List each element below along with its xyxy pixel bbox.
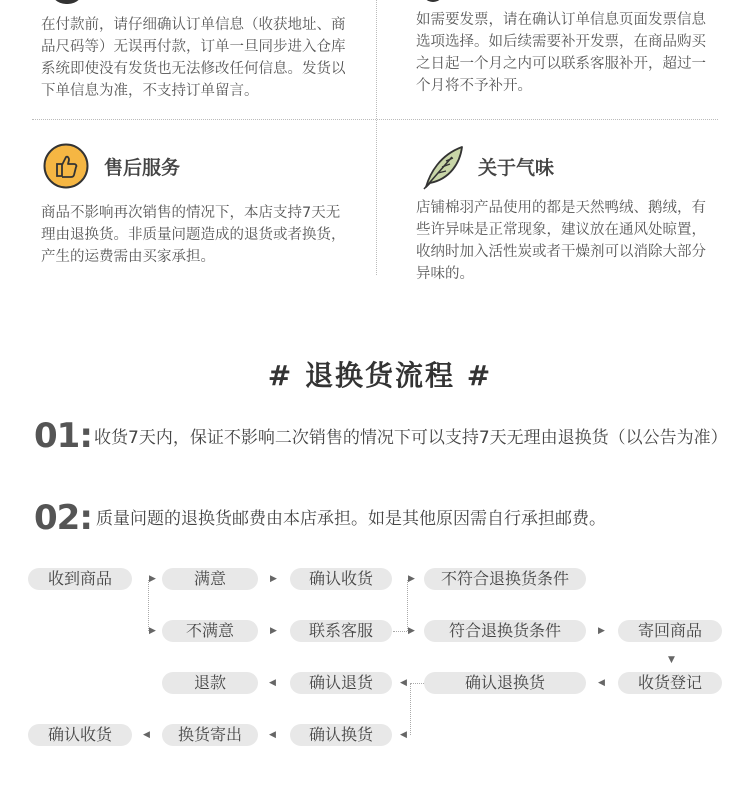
pill-confirm-exchange: 确认换货 <box>290 724 392 746</box>
arrow-right-icon: ▶ <box>408 626 415 636</box>
step1-text: 收货7天内，保证不影响二次销售的情况下可以支持7天无理由退换货（以公告为准） <box>94 428 728 448</box>
odor-title: 关于气味 <box>478 157 555 179</box>
pill-send-back: 寄回商品 <box>618 620 722 642</box>
connector-line <box>393 631 407 632</box>
arrow-left-icon: ◀ <box>269 678 276 688</box>
arrow-left-icon: ◀ <box>143 730 150 740</box>
divider-horizontal <box>32 119 718 120</box>
arrow-right-icon: ▶ <box>149 574 156 584</box>
connector-line <box>148 580 149 631</box>
after-sales-title: 售后服务 <box>104 157 181 179</box>
arrow-right-icon: ▶ <box>270 574 277 584</box>
flow-title: # 退换货流程 # <box>267 359 493 392</box>
pill-confirm-return-exchange: 确认退换货 <box>424 672 586 694</box>
top-partial-icon-2 <box>422 0 444 2</box>
pill-confirm-return: 确认退货 <box>290 672 392 694</box>
thumbs-up-icon <box>43 143 89 189</box>
pill-eligible: 符合退换货条件 <box>424 620 586 642</box>
arrow-right-icon: ▶ <box>408 574 415 584</box>
top-partial-icon <box>50 0 84 4</box>
pill-received: 收到商品 <box>28 568 132 590</box>
connector-line <box>410 684 411 735</box>
arrow-left-icon: ◀ <box>269 730 276 740</box>
step2-text: 质量问题的退换货邮费由本店承担。如是其他原因需自行承担邮费。 <box>96 509 606 529</box>
arrow-left-icon: ◀ <box>400 730 407 740</box>
pill-confirm-receipt-2: 确认收货 <box>28 724 132 746</box>
step1-number: 01: <box>34 416 92 456</box>
arrow-left-icon: ◀ <box>598 678 605 688</box>
arrow-down-icon: ▼ <box>668 655 675 665</box>
arrow-right-icon: ▶ <box>149 626 156 636</box>
odor-text: 店铺棉羽产品使用的都是天然鸭绒、鹅绒，有些许异味是正常现象，建议放在通风处晾置，收纳时加入活性炭或者干燥剂可以消除大部分异味的。 <box>416 200 706 282</box>
pill-unsatisfied: 不满意 <box>162 620 258 642</box>
connector-line <box>407 580 408 631</box>
pill-confirm-receipt: 确认收货 <box>290 568 392 590</box>
feather-icon <box>418 143 468 191</box>
invoice-info-text: 如需要发票，请在确认订单信息页面发票信息选项选择。如后续需要补开发票，在商品购买之日起一个月之内可以联系客服补开，超过一个月将不予补开。 <box>416 12 706 94</box>
pill-not-eligible: 不符合退换货条件 <box>424 568 586 590</box>
arrow-left-icon: ◀ <box>400 678 407 688</box>
pill-receipt-register: 收货登记 <box>618 672 722 694</box>
after-sales-text: 商品不影响再次销售的情况下，本店支持7天无理由退换货。非质量问题造成的退货或者换货，产生的运费需由买家承担。 <box>41 205 346 265</box>
pill-contact-service: 联系客服 <box>290 620 392 642</box>
pill-satisfied: 满意 <box>162 568 258 590</box>
arrow-right-icon: ▶ <box>598 626 605 636</box>
step2-number: 02: <box>34 498 92 538</box>
pill-refund: 退款 <box>162 672 258 694</box>
order-info-text: 在付款前，请仔细确认订单信息（收获地址、商品尺码等）无误再付款，订单一旦同步进入仓库系统即使没有发货也无法修改任何信息。发货以下单信息为准，不支持订单留言。 <box>41 17 346 99</box>
arrow-right-icon: ▶ <box>270 626 277 636</box>
divider-vertical <box>376 0 377 275</box>
pill-exchange-shipped: 换货寄出 <box>162 724 258 746</box>
connector-line <box>410 683 424 684</box>
